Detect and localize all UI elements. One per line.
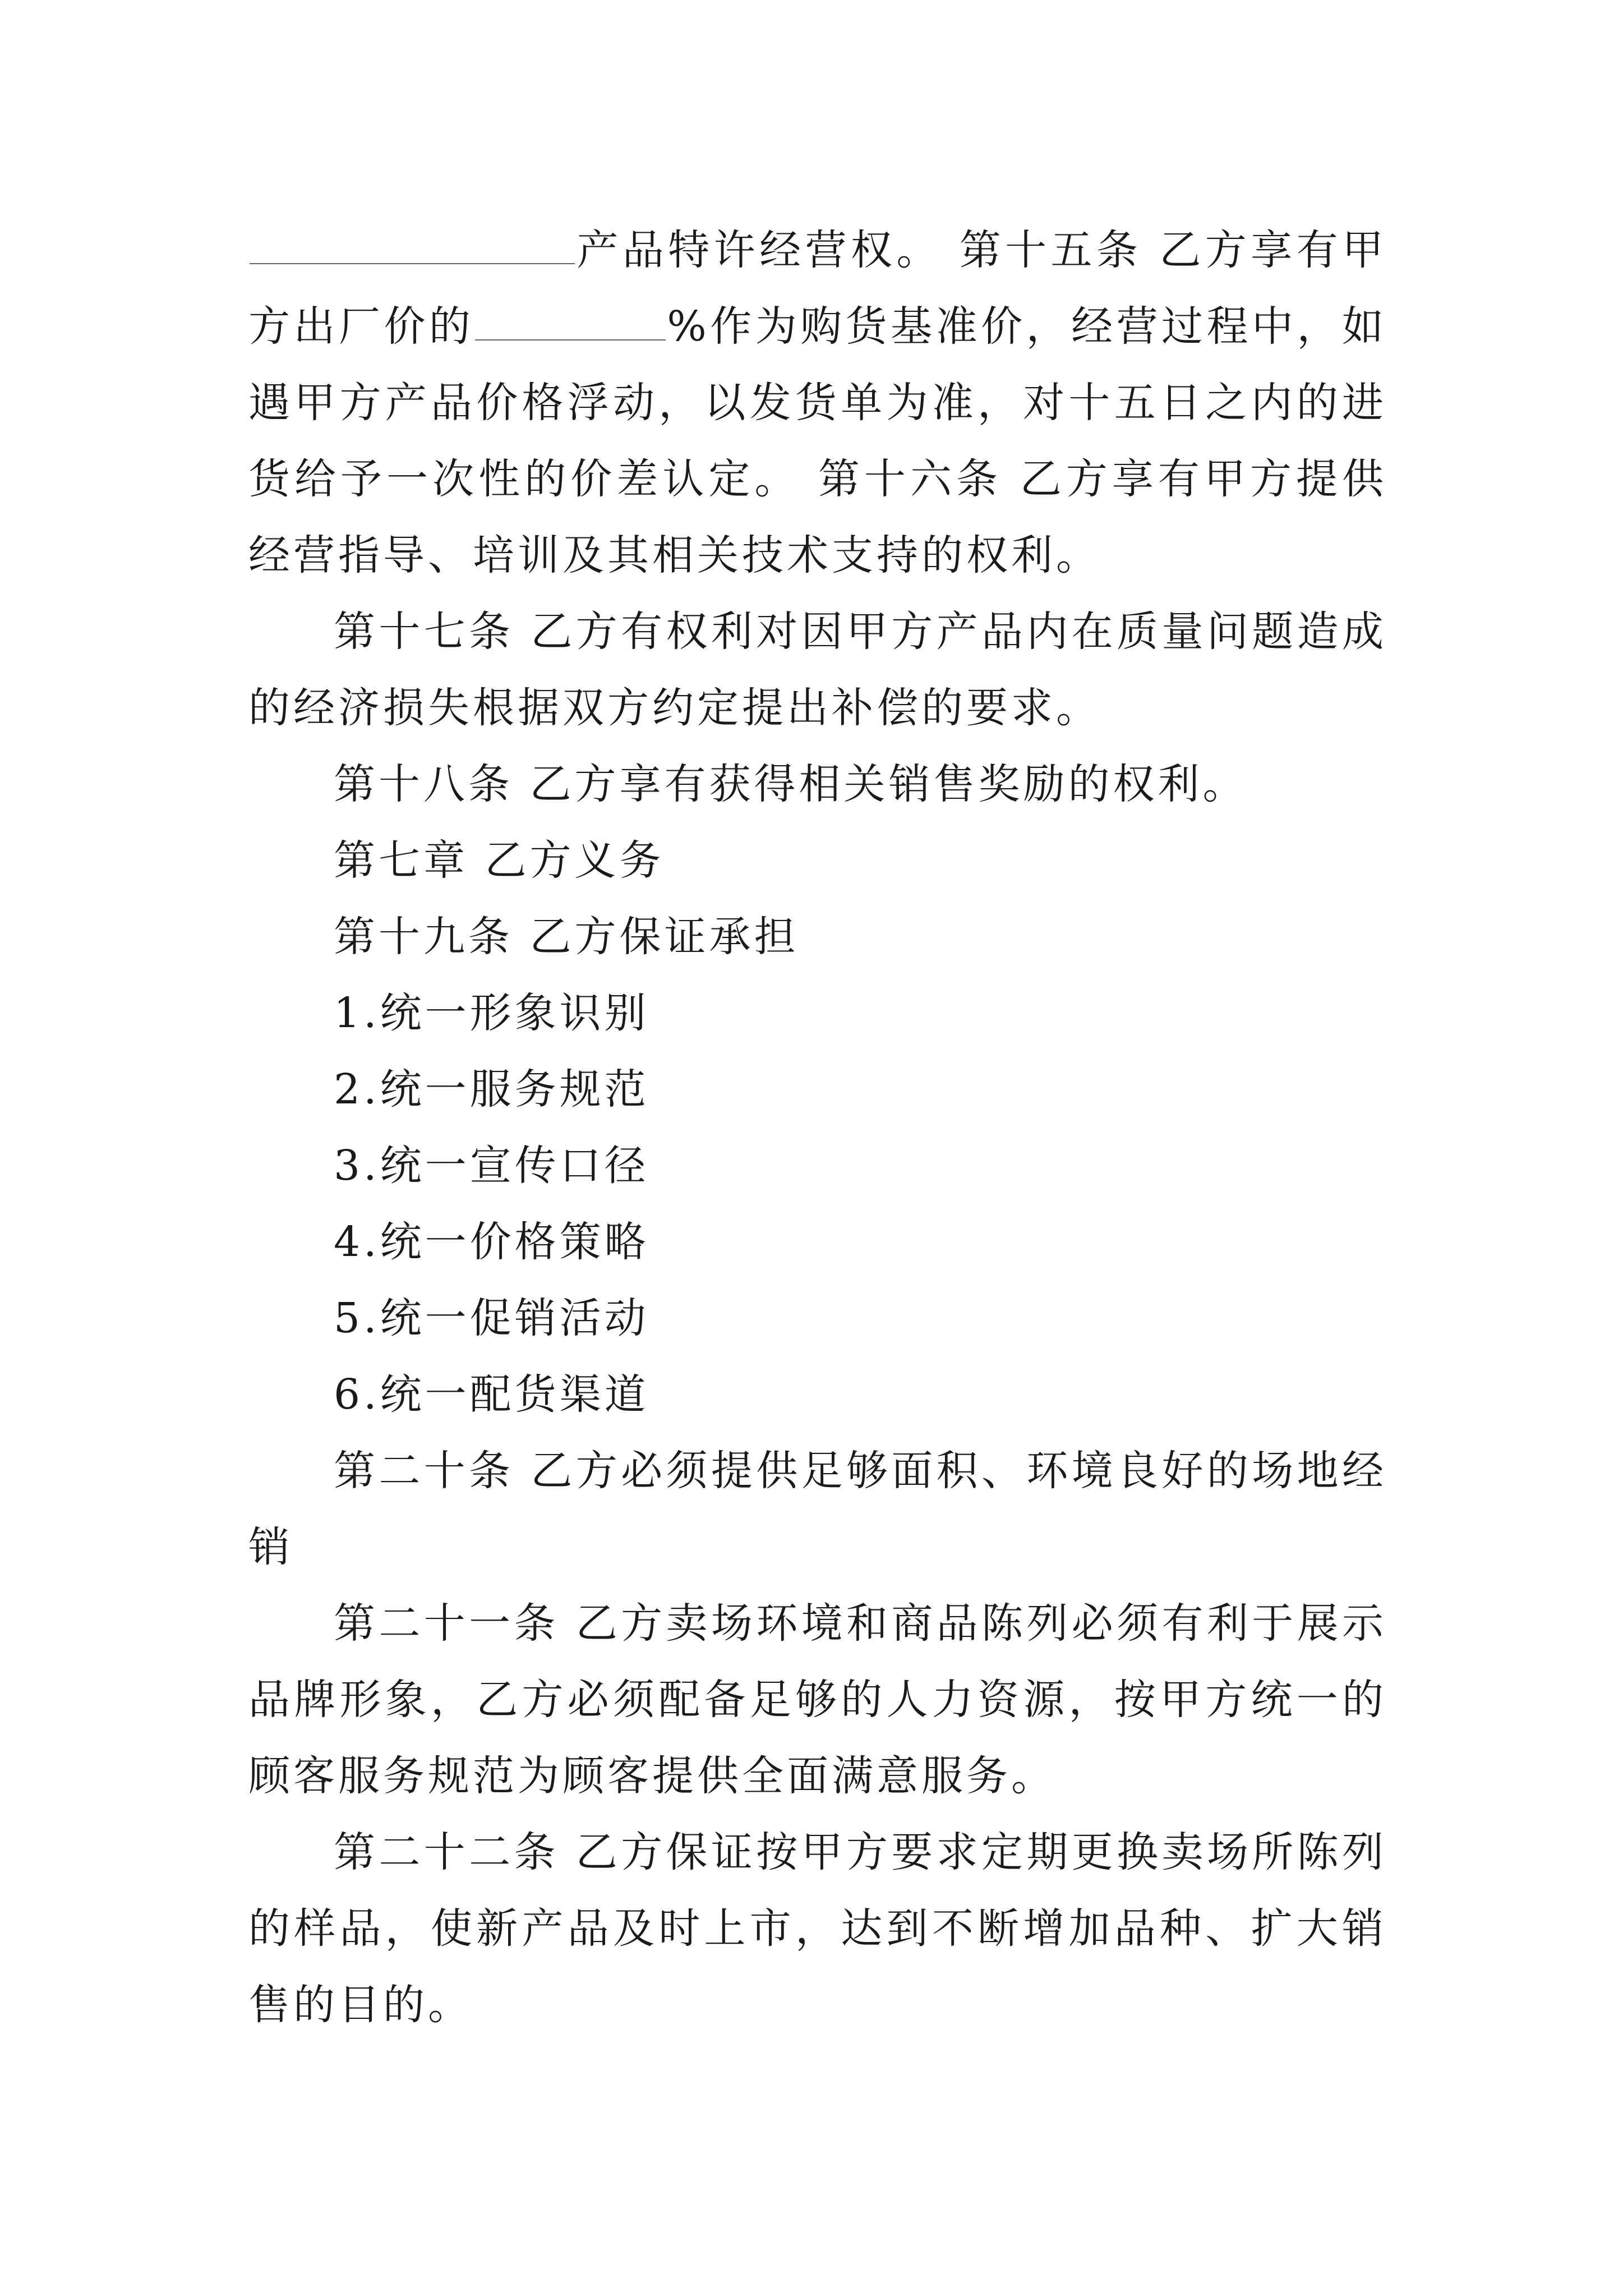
paragraph-text: %作为购货基准价，经营过程中，如遇甲方产品价格浮动，以发货单为准，对十五日之内的进货给予一次性的价差认定。 第十六条 乙方享有甲方提供经营指导、培训及其相关技术支持的权利。 [248,302,1387,579]
list-item: 2.统一服务规范 [334,1065,649,1114]
list-item: 6.统一配货渠道 [334,1370,649,1419]
paragraph-text: 产品特许经营权。 第十五条 乙方享有甲方出厂价的 [248,226,1387,351]
paragraph-article-22: 第二十二条 乙方保证按甲方要求定期更换卖场所陈列的样品，使新产品及时上市，达到不断增加品种、扩大销售的目的。 [248,1828,1387,2029]
blank-line [250,222,575,264]
paragraph-article-19: 第十九条 乙方保证承担 [334,913,799,961]
list-item: 5.统一促销活动 [334,1294,649,1342]
chapter-heading: 第七章 乙方义务 [334,836,665,885]
paragraph-article-21: 第二十一条 乙方卖场环境和商品陈列必须有利于展示品牌形象，乙方必须配备足够的人力资源，按甲方统一的顾客服务规范为顾客提供全面满意服务。 [248,1599,1387,1800]
list-item: 3.统一宣传口径 [334,1142,649,1190]
paragraph-article-18: 第十八条 乙方享有获得相关销售奖励的权利。 [334,760,1248,808]
paragraph-article-17: 第十七条 乙方有权利对因甲方产品内在质量问题造成的经济损失根据双方约定提出补偿的要求。 [248,608,1387,732]
list-item: 1.统一形象识别 [334,989,649,1037]
blank-line [475,298,666,341]
paragraph-article-15-16 [248,212,1387,593]
list-item: 4.统一价格策略 [334,1218,649,1266]
paragraph-article-20: 第二十条 乙方必须提供足够面积、环境良好的场地经销 [248,1447,1387,1571]
document-body [248,212,1387,2043]
